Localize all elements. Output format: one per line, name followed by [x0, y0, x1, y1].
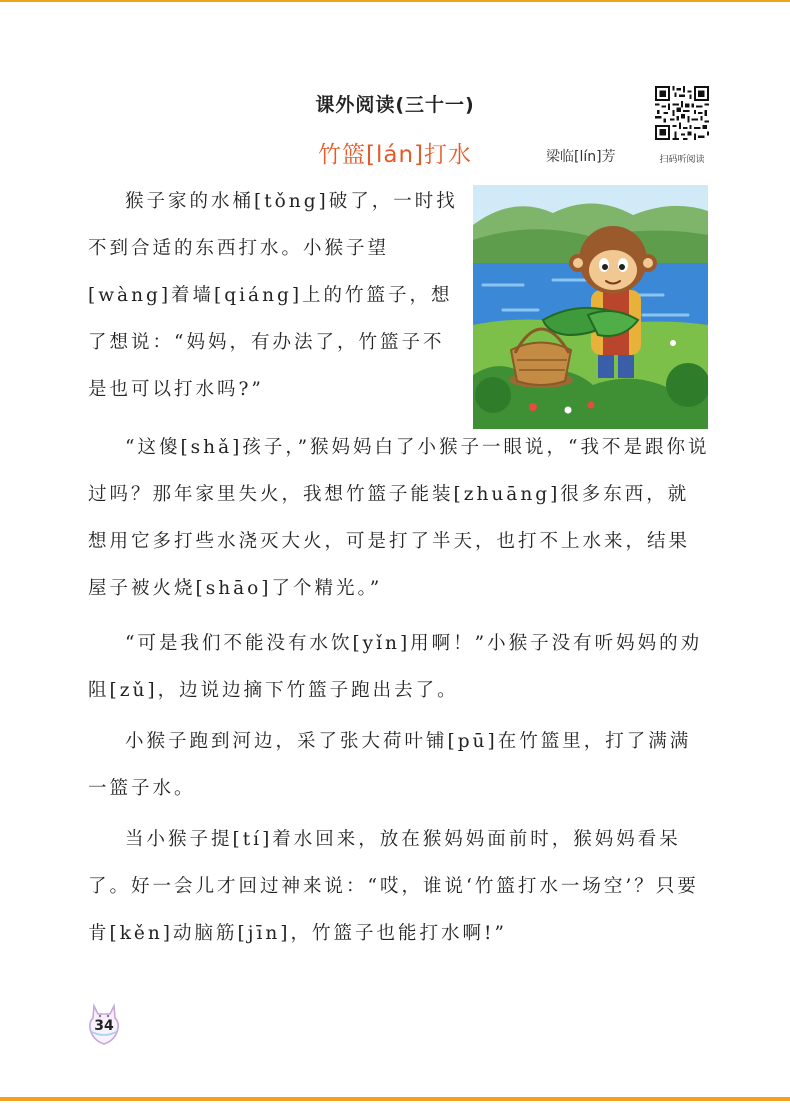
- author: 梁临[lín]芳: [546, 149, 616, 165]
- monkey-with-basket-illustration: [473, 185, 708, 429]
- section-title: 课外阅读(三十一): [315, 94, 475, 116]
- page-number: 34: [94, 1018, 114, 1034]
- story-title: [230, 136, 560, 169]
- paragraph-5: 当小猴子提[tí]着水回来，放在猴妈妈面前时，猴妈妈看呆了。好一会儿才回过神来说：“哎，谁说‘竹篮打水一场空’？只要肯[kěn]动脑筋[jīn]，竹篮子也能打水啊!”: [88, 829, 699, 944]
- paragraph-1: 猴子家的水桶[tǒng]破了，一时找不到合适的东西打水。小猴子望[wàng]着墙[qiáng]上的竹篮子，想了想说：“妈妈，有办法了，竹篮子不是也可以打水吗?”: [88, 191, 458, 400]
- story-title-part1: 竹篮: [317, 142, 366, 168]
- story-title-part2: 打水: [424, 142, 472, 168]
- qr-code-icon[interactable]: [655, 86, 709, 140]
- paragraph-3: “可是我们不能没有水饮[yǐn]用啊！”小猴子没有听妈妈的劝阻[zǔ]，边说边摘下竹篮子跑出去了。: [88, 633, 703, 701]
- bottom-rule: [0, 1097, 790, 1101]
- paragraph-2: “这傻[shǎ]孩子，”猴妈妈白了小猴子一眼说，“我不是跟你说过吗？那年家里失火，我想竹篮子能装[zhuāng]很多东西，就想用它多打些水浇灭大火，可是打了半天，也打不上水来，结果屋子被火烧[shāo]了个精光。”: [88, 437, 710, 599]
- qr-caption: 扫码听阅读: [659, 155, 705, 165]
- story-title-pinyin: [lán]: [365, 142, 424, 168]
- top-rule: [0, 0, 790, 2]
- paragraph-4: 小猴子跑到河边，采了张大荷叶铺[pū]在竹篮里，打了满满一篮子水。: [88, 731, 692, 799]
